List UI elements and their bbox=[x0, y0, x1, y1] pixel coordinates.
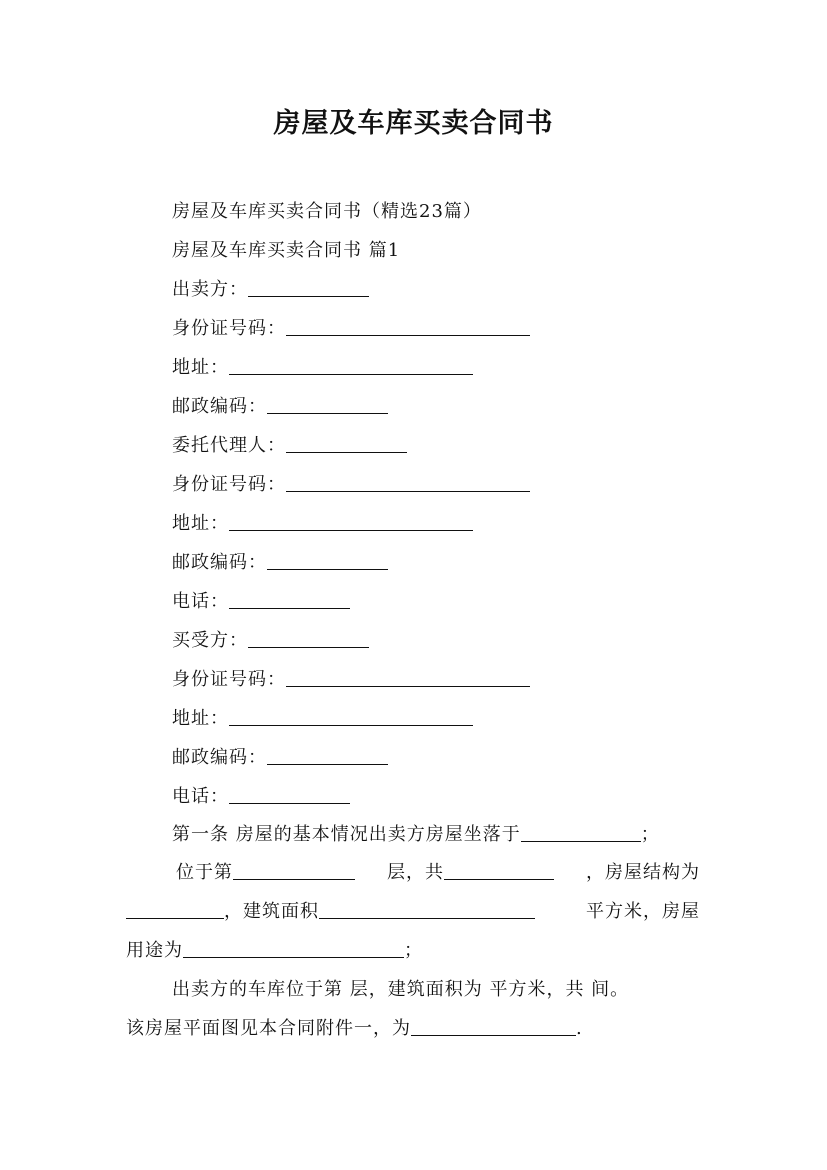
buyer-label: 买受方： bbox=[172, 630, 248, 651]
garage-line2 bbox=[126, 1016, 583, 1042]
buyer-address-field[interactable] bbox=[229, 707, 473, 726]
seller-postcode-field[interactable] bbox=[267, 395, 388, 414]
seller-address-row bbox=[172, 355, 473, 381]
article1-line4 bbox=[126, 938, 423, 964]
structure-field[interactable] bbox=[126, 900, 224, 919]
seller-postcode-row bbox=[172, 394, 388, 420]
seller-id-field[interactable] bbox=[286, 317, 530, 336]
agent-id-label: 身份证号码： bbox=[172, 474, 286, 495]
seller-name-field[interactable] bbox=[248, 278, 369, 297]
agent-address-field[interactable] bbox=[229, 512, 473, 531]
agent-phone-row bbox=[172, 589, 350, 615]
buyer-id-row bbox=[172, 667, 530, 693]
buyer-address-row bbox=[172, 706, 473, 732]
buyer-id-label: 身份证号码： bbox=[172, 669, 286, 690]
agent-postcode-label: 邮政编码： bbox=[172, 552, 267, 573]
seller-address-field[interactable] bbox=[229, 356, 473, 375]
usage-end: ； bbox=[404, 940, 423, 961]
floorplan-end: . bbox=[576, 1018, 583, 1039]
agent-address-row bbox=[172, 511, 473, 537]
seller-id-label: 身份证号码： bbox=[172, 318, 286, 339]
total-floors-label: 层，共 bbox=[387, 862, 444, 883]
seller-row bbox=[172, 277, 369, 303]
total-floors-field[interactable] bbox=[444, 861, 554, 880]
agent-label: 委托代理人： bbox=[172, 435, 286, 456]
buyer-name-field[interactable] bbox=[248, 629, 369, 648]
agent-address-label: 地址： bbox=[172, 513, 229, 534]
agent-id-row bbox=[172, 472, 530, 498]
agent-phone-field[interactable] bbox=[229, 590, 350, 609]
buyer-row bbox=[172, 628, 369, 654]
article1-line3 bbox=[126, 892, 700, 931]
usage-label: 用途为 bbox=[126, 940, 183, 961]
buyer-postcode-label: 邮政编码： bbox=[172, 747, 267, 768]
agent-phone-label: 电话： bbox=[172, 591, 229, 612]
usage-field[interactable] bbox=[183, 939, 404, 958]
seller-address-label: 地址： bbox=[172, 357, 229, 378]
seller-id-row bbox=[172, 316, 530, 342]
article1-line2 bbox=[176, 853, 700, 892]
area-label: ，建筑面积 bbox=[224, 901, 319, 922]
agent-postcode-row bbox=[172, 550, 388, 576]
buyer-postcode-field[interactable] bbox=[267, 746, 388, 765]
document-title: 房屋及车库买卖合同书 bbox=[273, 108, 554, 139]
floorplan-label: 该房屋平面图见本合同附件一，为 bbox=[126, 1018, 411, 1039]
garage-line1: 出卖方的车库位于第 层，建筑面积为 平方米，共 间。 bbox=[172, 979, 630, 1000]
seller-label: 出卖方： bbox=[172, 279, 248, 300]
house-location-field[interactable] bbox=[521, 823, 641, 842]
agent-postcode-field[interactable] bbox=[267, 551, 388, 570]
article1-line1 bbox=[172, 822, 660, 848]
buyer-phone-label: 电话： bbox=[172, 786, 229, 807]
buyer-address-label: 地址： bbox=[172, 708, 229, 729]
agent-row bbox=[172, 433, 407, 459]
section-heading: 房屋及车库买卖合同书 篇1 bbox=[172, 240, 401, 261]
article1-line1-end: ； bbox=[640, 824, 660, 845]
buyer-phone-field[interactable] bbox=[229, 785, 350, 804]
buyer-phone-row bbox=[172, 784, 350, 810]
area-field[interactable] bbox=[319, 900, 535, 919]
agent-id-field[interactable] bbox=[286, 473, 530, 492]
seller-postcode-label: 邮政编码： bbox=[172, 396, 267, 417]
floorplan-field[interactable] bbox=[411, 1017, 576, 1036]
article1-text: 第一条 房屋的基本情况出卖方房屋坐落于 bbox=[172, 824, 521, 845]
floor-label: 位于第 bbox=[176, 862, 233, 883]
floor-field[interactable] bbox=[233, 861, 355, 880]
buyer-id-field[interactable] bbox=[286, 668, 530, 687]
buyer-postcode-row bbox=[172, 745, 388, 771]
structure-label: ，房屋结构为 bbox=[586, 862, 700, 883]
document-subtitle: 房屋及车库买卖合同书（精选23篇） bbox=[172, 201, 482, 222]
sqm-label: 平方米，房屋 bbox=[586, 901, 700, 922]
agent-name-field[interactable] bbox=[286, 434, 407, 453]
